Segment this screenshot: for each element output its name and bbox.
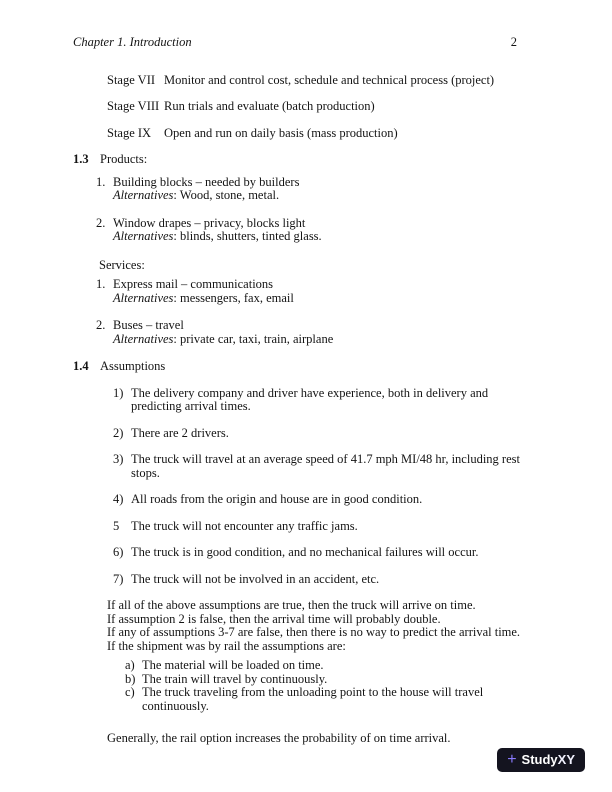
stage-text: Run trials and evaluate (batch production) — [164, 99, 375, 113]
alternatives-line — [113, 333, 333, 347]
assumption-text: All roads from the origin and house are in good condition. — [131, 492, 423, 506]
assumption-item — [113, 546, 539, 560]
alternatives-label: Alternatives — [113, 290, 174, 305]
section-assumptions — [73, 360, 539, 746]
paragraph-line: If assumption 2 is false, then the arrival time will probably double. — [107, 611, 441, 626]
list-number: 2) — [113, 425, 124, 440]
alternatives-line — [113, 230, 322, 244]
alternatives-text: : Wood, stone, metal. — [173, 188, 280, 202]
product-item — [96, 176, 539, 203]
service-text: Express mail – communications — [113, 277, 274, 291]
section-heading — [73, 360, 539, 374]
list-number: 1. — [96, 277, 106, 291]
alternatives-line — [113, 292, 294, 306]
alternatives-label: Alternatives — [113, 188, 174, 202]
chapter-title: Chapter 1. Introduction — [73, 35, 192, 49]
list-number: 2. — [96, 215, 106, 230]
section-number: 1.4 — [73, 359, 89, 373]
list-body — [113, 176, 299, 203]
list-number: 3) — [113, 452, 124, 466]
rail-text: The truck traveling from the unloading point to the house will travel continuously. — [142, 685, 484, 713]
product-item — [96, 217, 539, 244]
page-number: 2 — [510, 35, 517, 49]
service-item — [96, 278, 539, 305]
stage-label: Stage IX — [107, 125, 152, 140]
product-text: Building blocks – needed by builders — [113, 174, 300, 189]
list-body — [113, 319, 333, 346]
stage-item — [107, 100, 539, 114]
stage-item — [107, 127, 539, 141]
services-heading: Services: — [99, 257, 145, 272]
rail-item — [125, 686, 539, 713]
stage-list — [73, 74, 539, 141]
list-number: a) — [125, 658, 135, 672]
alternatives-text: : messengers, fax, email — [173, 290, 294, 305]
alternatives-line — [113, 189, 299, 203]
assumption-item — [113, 520, 539, 534]
list-number: 7) — [113, 571, 124, 586]
stage-item — [107, 74, 539, 88]
list-number: 4) — [113, 492, 124, 506]
logo-text-xy: XY — [557, 751, 575, 767]
rail-text: The train will travel by continuously. — [142, 671, 328, 686]
section-title: Products: — [100, 152, 148, 166]
list-number: 6) — [113, 545, 124, 559]
stage-text: Monitor and control cost, schedule and technical process (project) — [164, 72, 495, 87]
rail-assumption-list — [73, 659, 539, 713]
closing-sentence: Generally, the rail option increases the probability of on time arrival. — [107, 731, 451, 745]
plus-icon: + — [507, 751, 517, 768]
alternatives-label: Alternatives — [113, 229, 174, 243]
paragraph-line: If any of assumptions 3-7 are false, then there is no way to predict the arrival time. — [107, 625, 521, 639]
rail-text: The material will be loaded on time. — [142, 658, 324, 672]
logo-text-study: Study — [521, 751, 558, 767]
assumption-text: The truck will not encounter any traffic jams. — [131, 518, 358, 533]
section-number: 1.3 — [73, 152, 89, 166]
list-number: 5 — [113, 518, 120, 533]
assumption-text: The truck is in good condition, and no mechanical failures will occur. — [131, 545, 479, 559]
assumption-item — [113, 493, 539, 507]
section-heading — [73, 153, 539, 167]
list-number: c) — [125, 685, 135, 699]
studyxy-logo — [497, 748, 585, 772]
service-text: Buses – travel — [113, 318, 184, 332]
assumption-text: The truck will not be involved in an accident, etc. — [131, 571, 380, 586]
assumption-item — [113, 573, 539, 587]
section-products — [73, 153, 539, 346]
list-body — [113, 278, 294, 305]
page-header — [73, 36, 539, 50]
list-number: 2. — [96, 318, 106, 332]
stage-label: Stage VIII — [107, 99, 160, 113]
list-body — [113, 217, 322, 244]
rail-item — [125, 659, 539, 673]
conditions-paragraph — [107, 599, 539, 653]
assumption-text: There are 2 drivers. — [131, 425, 229, 440]
list-number: b) — [125, 671, 136, 686]
alternatives-label: Alternatives — [113, 331, 174, 346]
section-title: Assumptions — [100, 359, 166, 373]
assumption-text: The truck will travel at an average speed of 41.7 mph MI/48 hr, including rest stops. — [131, 452, 520, 480]
list-number: 1. — [96, 174, 106, 189]
assumption-item — [113, 427, 539, 441]
alternatives-text: : private car, taxi, train, airplane — [173, 331, 334, 346]
stage-text: Open and run on daily basis (mass production) — [164, 125, 398, 140]
alternatives-text: : blinds, shutters, tinted glass. — [173, 229, 322, 243]
service-item — [96, 319, 539, 346]
assumption-text: The delivery company and driver have experience, both in delivery and predicting arrival times. — [131, 385, 489, 413]
list-number: 1) — [113, 385, 124, 400]
logo-wordmark — [522, 753, 575, 768]
stage-label: Stage VII — [107, 72, 156, 87]
assumption-item — [113, 453, 539, 480]
rail-item — [125, 673, 539, 687]
paragraph-line: If all of the above assumptions are true, then the truck will arrive on time. — [107, 598, 476, 612]
assumption-item — [113, 387, 539, 414]
paragraph-line: If the shipment was by rail the assumptions are: — [107, 638, 346, 653]
product-text: Window drapes – privacy, blocks light — [113, 215, 306, 230]
